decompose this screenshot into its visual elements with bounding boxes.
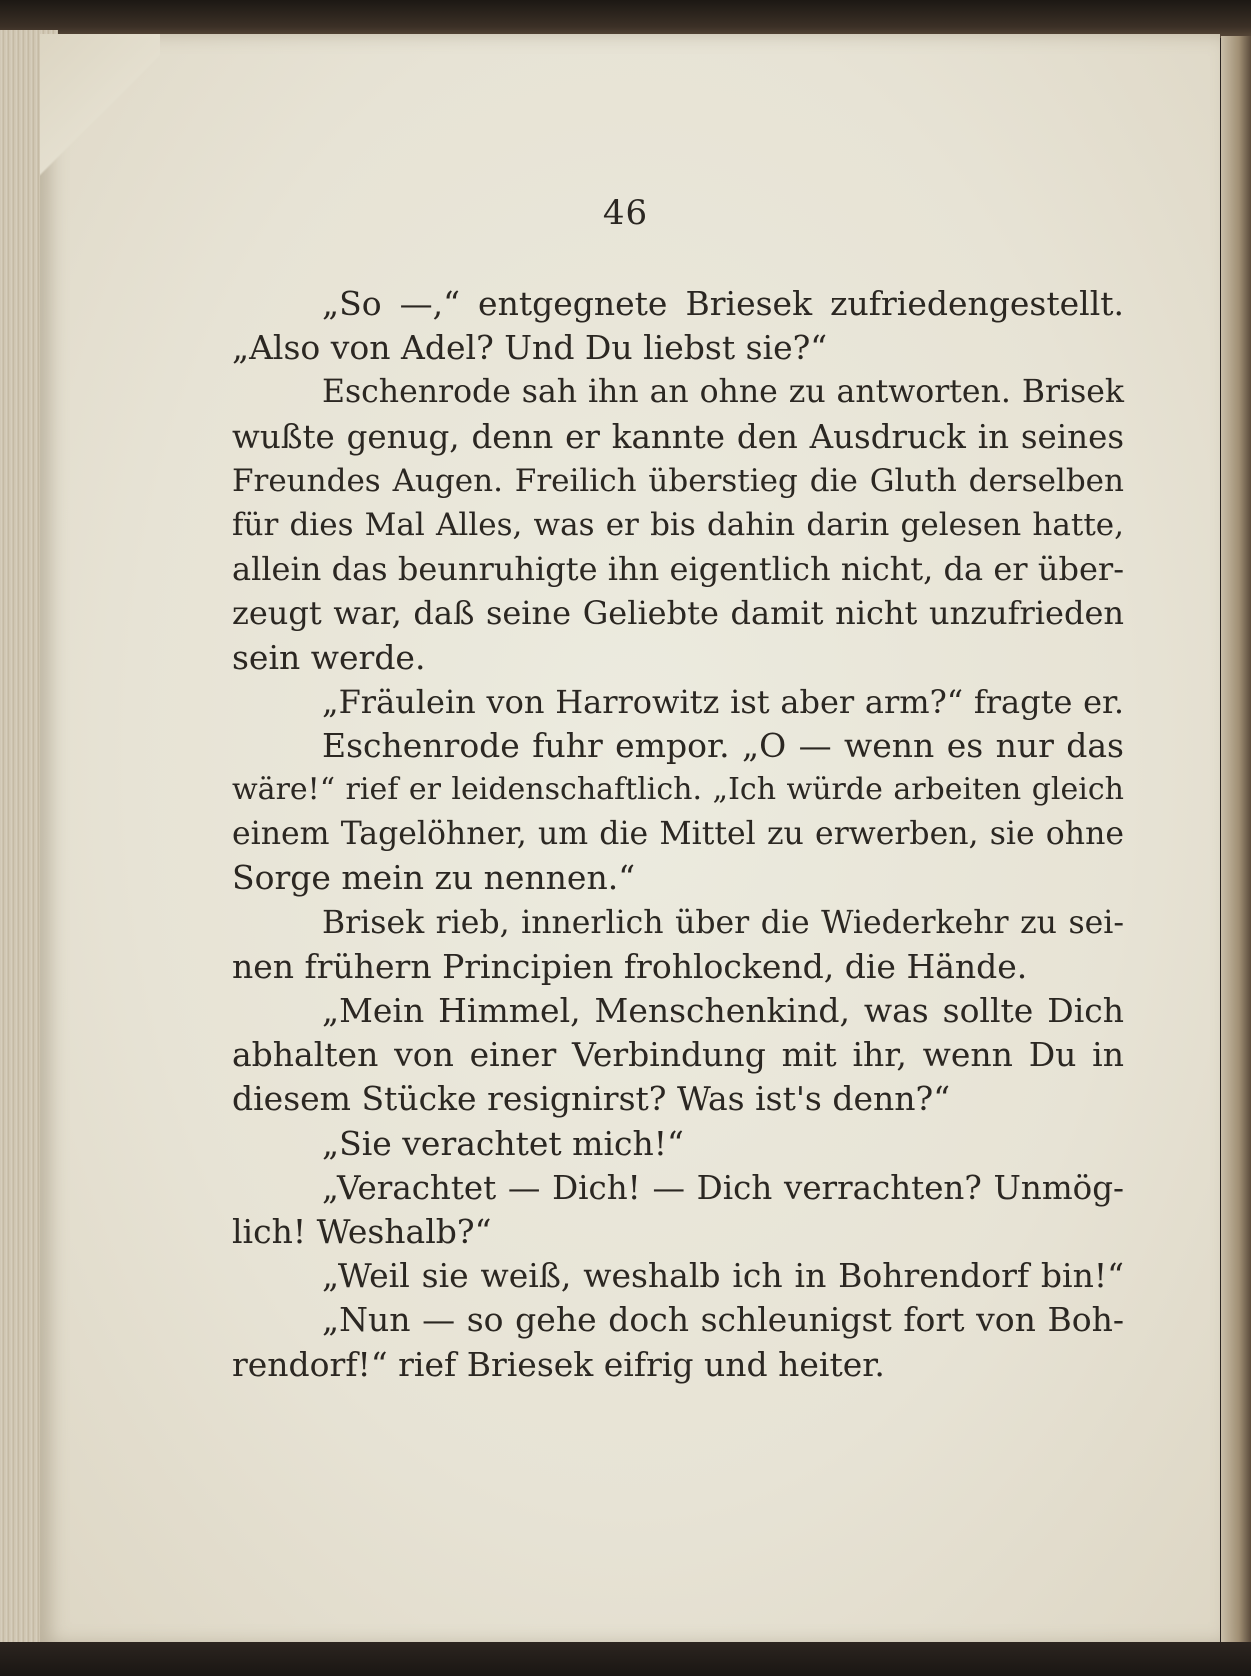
text-line: zeugt war, daß seine Geliebte damit nicht unzufrieden <box>232 594 1124 633</box>
bottom-binding-shadow <box>0 1642 1251 1676</box>
text-line: für dies Mal Alles, was er bis dahin darin gelesen hatte, <box>232 506 1124 543</box>
top-binding-shadow <box>0 0 1251 38</box>
text-line: „So —,“ entgegnete Briesek zufriedengestellt. <box>322 284 1124 323</box>
text-line: „Fräulein von Harrowitz ist aber arm?“ fragte er. <box>322 682 1124 721</box>
text-line: diesem Stücke resignirst? Was ist's denn?“ <box>232 1079 951 1119</box>
text-line: Eschenrode sah ihn an ohne zu antworten. Brisek <box>322 374 1124 411</box>
text-line: einem Tagelöhner, um die Mittel zu erwerben, sie ohne <box>232 816 1124 853</box>
text-line: abhalten von einer Verbindung mit ihr, wenn Du in <box>232 1035 1124 1075</box>
text-line: „Mein Himmel, Menschenkind, was sollte Dich <box>322 991 1124 1030</box>
text-line: allein das beunruhigte ihn eigentlich nicht, da er über- <box>232 550 1124 589</box>
text-line: rendorf!“ rief Briesek eifrig und heiter. <box>232 1344 885 1384</box>
text-line: wäre!“ rief er leidenschaftlich. „Ich würde arbeiten gleich <box>232 772 1124 808</box>
text-line: Sorge mein zu nennen.“ <box>232 858 636 898</box>
body-text <box>232 282 1124 1387</box>
text-line: „Sie verachtet mich!“ <box>322 1123 684 1163</box>
text-line: wußte genug, denn er kannte den Ausdruck in seines <box>232 417 1124 456</box>
text-line: „Also von Adel? Und Du liebst sie?“ <box>232 328 828 368</box>
text-line: „Verachtet — Dich! — Dich verrachten? Unmög- <box>322 1168 1124 1207</box>
text-line: Eschenrode fuhr empor. „O — wenn es nur das <box>322 725 1124 765</box>
right-page-edge <box>1221 36 1251 1644</box>
text-line: lich! Weshalb?“ <box>232 1211 492 1251</box>
text-line: Freundes Augen. Freilich überstieg die Gluth derselben <box>232 462 1124 499</box>
page-number: 46 <box>602 193 649 233</box>
text-line: „Weil sie weiß, weshalb ich in Bohrendorf bin!“ <box>322 1256 1124 1296</box>
text-line: Brisek rieb, innerlich über die Wiederkehr zu sei- <box>322 904 1124 941</box>
text-line: „Nun — so gehe doch schleunigst fort von Boh- <box>322 1300 1124 1340</box>
text-line: sein werde. <box>232 637 426 677</box>
text-line: nen frühern Principien frohlockend, die Hände. <box>232 946 1028 986</box>
